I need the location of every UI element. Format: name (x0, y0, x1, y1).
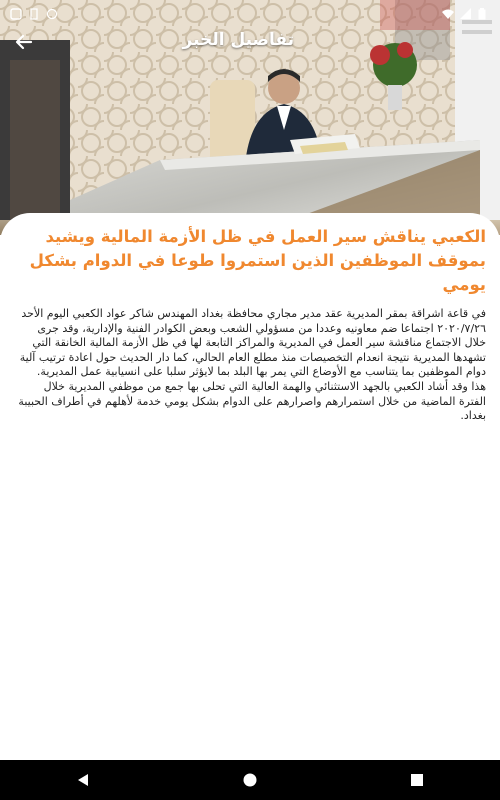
article-card (0, 213, 500, 760)
notification-icon (10, 5, 22, 17)
nav-back-icon (75, 772, 91, 788)
page-title: تفاصيل الخبر (182, 30, 294, 50)
article-paragraph: هذا وقد أشاد الكعبي بالجهد الاستثنائي والهمة العالية التي تحلى بها جمع من موظفي المديرية خلال الفترة الماضية من خلال استمرارهم واصرارهم على الدوام بشكل يومي خدمة لأهلهم في أطراف الحبيبة بغداد. (18, 379, 486, 423)
app-bar (0, 22, 500, 62)
nav-home-icon (242, 772, 258, 788)
back-button[interactable] (10, 28, 38, 56)
sync-icon (46, 5, 58, 17)
nav-home-button[interactable] (230, 760, 270, 800)
nav-recents-button[interactable] (397, 760, 437, 800)
system-nav-bar (0, 760, 500, 800)
sd-card-icon (28, 5, 40, 17)
arrow-back-icon (14, 32, 34, 52)
article-paragraph: في قاعة اشراقة بمقر المديرية عقد مدير مجاري محافظة بغداد المهندس شاكر عواد الكعبي اليوم الأحد ٢٠٢٠/٧/٢٦ اجتماعا ضم معاونيه وعددا من مسؤولي الشعب وبعض الكوادر الفنية والإدارية، وقد جرى خلال الاجتماع مناقشة سير العمل في المديرية والمراكز التابعة لها في ظل الأزمة المالية الخانقة التي تشهدها المديرية نتيجة انعدام التخصيصات منذ مطلع العام الحالي، كما دار الحديث حول اعادة ترتيب آلية دوام الموظفين بما يتناسب مع الأوضاع التي يمر بها البلد بما لايؤثر سلبا على انسيابية عمل المديرية. (19, 307, 486, 379)
battery-icon (478, 5, 490, 17)
article-headline: الكعبي يناقش سير العمل في ظل الأزمة المالية ويشيد بموقف الموظفين الذين استمروا طوعا في الدوام بشكل يومي (29, 227, 486, 294)
article-body (16, 307, 486, 424)
status-left-icons (10, 5, 58, 17)
signal-icon (460, 5, 472, 17)
nav-back-button[interactable] (63, 760, 103, 800)
wifi-icon (442, 5, 454, 17)
status-right-icons (442, 5, 490, 17)
nav-recents-icon (409, 772, 425, 788)
status-bar (0, 0, 500, 22)
